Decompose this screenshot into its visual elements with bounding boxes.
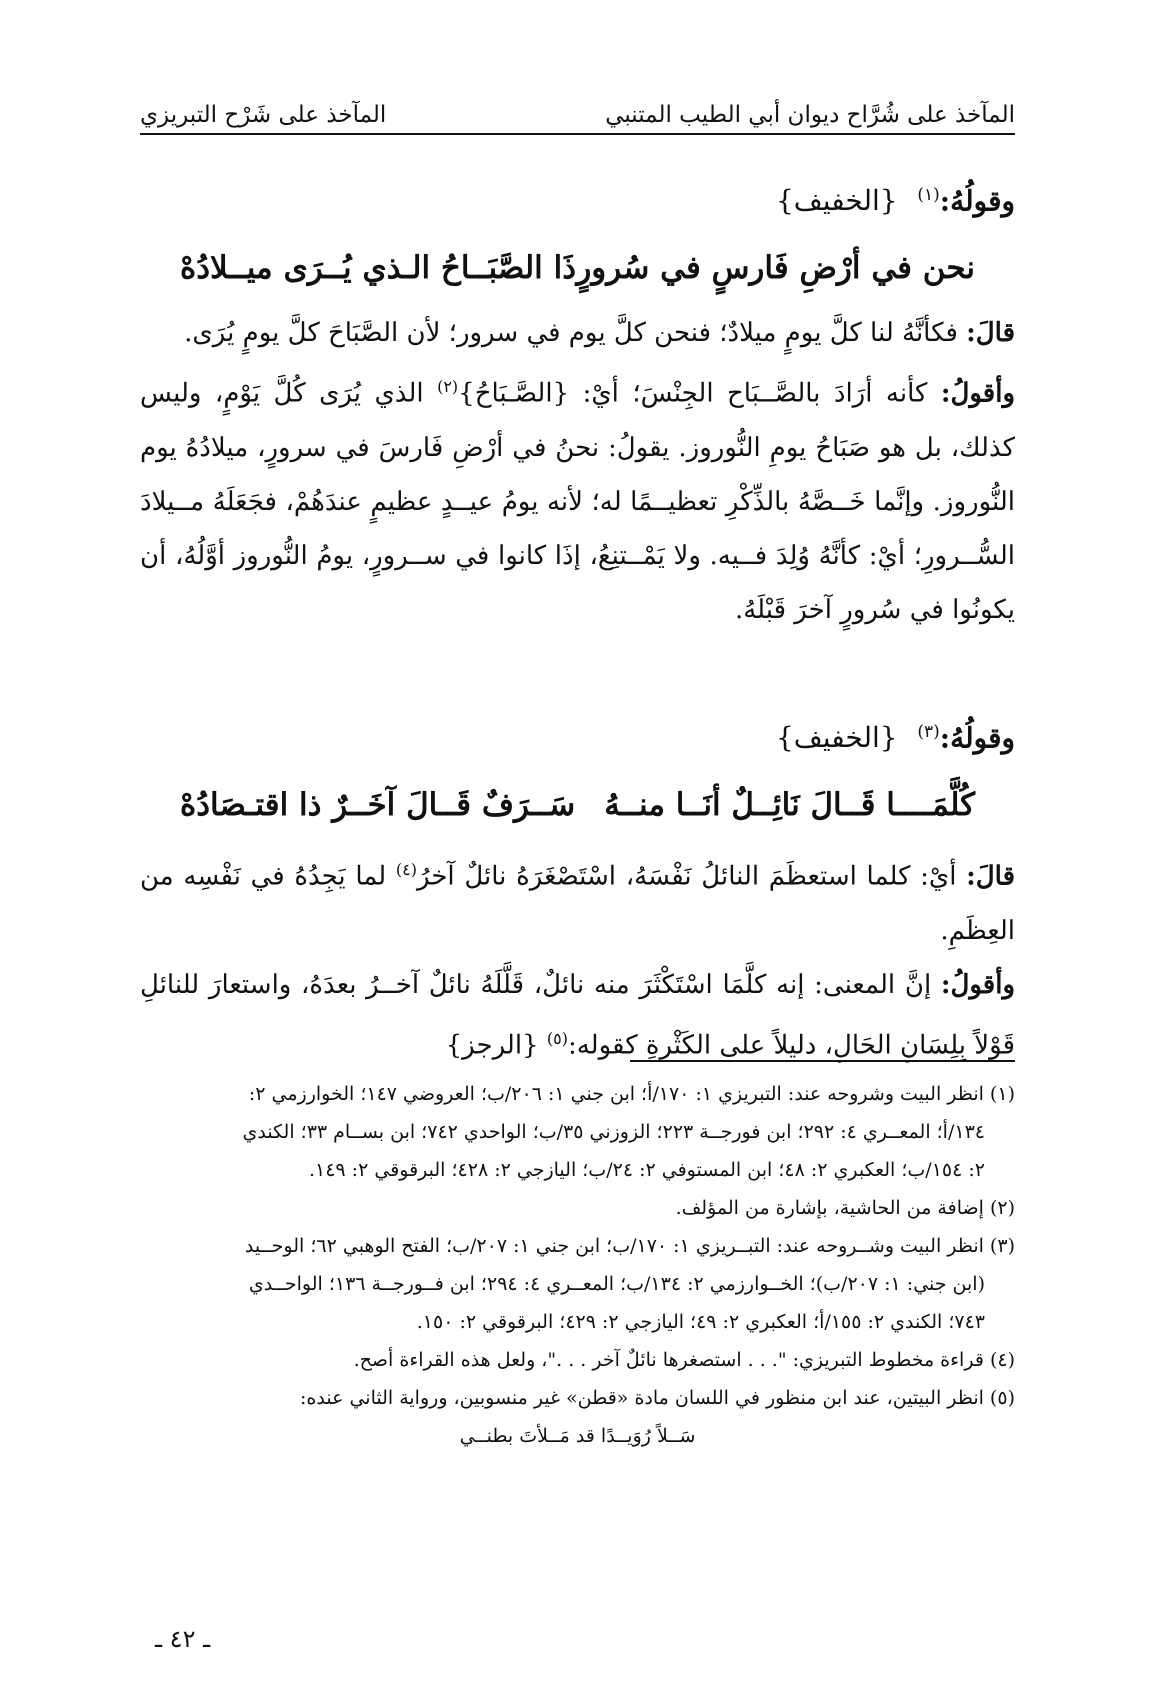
header-section-title: المآخذ على شَرْح التبريزي — [140, 102, 387, 128]
footnote-3 — [140, 1227, 1015, 1341]
footnote-ref: (٥) — [546, 1028, 568, 1048]
intro-label: وقولُهُ: — [939, 721, 1015, 755]
running-header — [140, 88, 1015, 128]
page-number: ـ ٤٢ ـ — [155, 1625, 211, 1653]
qala-paragraph — [140, 843, 1015, 958]
footnote-line: (٤) قراءة مخطوط التبريزي: ". . . استصغرها نائلٌ آخر . . ."، ولعل هذه القراءة أصح. — [353, 1349, 1015, 1371]
footnote-line: (ابن جني: ١: ٢٠٧/ب)؛ الخــوارزمي ٢: ١٣٤/ب؛ المعــري ٤: ٢٩٤؛ ابن فــورجــة ١٣٦؛ الواحــدي — [248, 1273, 985, 1295]
footnote-line: (٣) انظر البيت وشــروحه عند: التبــريزي ١: ١٧٠/ب؛ ابن جني ١: ٢٠٧/ب؛ الفتح الوهبي ٦٢؛ الوحــيد — [244, 1235, 1015, 1257]
qala-label: قالَ: — [966, 318, 1015, 349]
footnote-ref: (٣) — [917, 721, 940, 742]
hemistich-second: ذَا الصَّبَــاحُ الـذي يُــرَى ميــلادُهْ — [180, 250, 577, 287]
footnote-ref: (٤) — [395, 860, 418, 880]
footnote-line: (١) انظر البيت وشروحه عند: التبريزي ١: ١٧٠/أ؛ ابن جني ١: ٢٠٦/ب؛ العروضي ١٤٧؛ الخوارزمي ٢: — [248, 1083, 1015, 1105]
qala-text: فكأنَّهُ لنا كلَّ يومٍ ميلادٌ؛ فنحن كلَّ يوم في سرور؛ لأن الصَّبَاحَ كلَّ يومٍ يُرَى. — [184, 318, 958, 349]
footnote-line: ٢: ١٥٤/ب؛ العكبري ٢: ٤٨؛ ابن المستوفي ٢: ٢٤/ب؛ اليازجي ٢: ٤٢٨؛ البرقوقي ٢: ١٤٩. — [308, 1159, 985, 1181]
aqulu-label: وأقولُ: — [940, 378, 1016, 409]
footnote-line: (٢) إضافة من الحاشية، بإشارة من المؤلف. — [675, 1197, 1015, 1219]
main-text — [140, 170, 1015, 1073]
qala-text-continued: لما يَجِدُهُ في نَفْسِه من العِظَمِ. — [140, 861, 1015, 946]
hemistich-first: نحن في أرْضِ فَارسٍ في سُرورٍ — [576, 250, 975, 287]
aqulu-paragraph — [140, 958, 1015, 1073]
footnote-line: ٧٤٣؛ الكندي ٢: ١٥٥/أ؛ العكبري ٢: ٤٩؛ اليازجي ٢: ٤٢٩؛ البرقوقي ٢: ١٥٠. — [416, 1311, 985, 1333]
hemistich-first: كُلَّمَــــا قَــالَ نَائِــلٌ أنَــا منــهُ — [604, 787, 975, 824]
footnote-verse: سَــلاً رُوَيــدًا قد مَــلأتَ بطنــي — [459, 1425, 696, 1447]
footnotes — [140, 1075, 1015, 1455]
poem-verse — [180, 238, 975, 298]
footnote-ref: (١) — [917, 185, 940, 205]
aqulu-paragraph — [140, 360, 1015, 637]
poem-verse — [180, 775, 975, 835]
qala-label: قالَ: — [966, 861, 1016, 892]
hemistich-second: سَــرَفٌ قَــالَ آخَــرٌ ذا اقتـصَادُهْ — [180, 787, 576, 824]
aqulu-text: إنَّ المعنى: إنه كلَّمَا اسْتَكْثَرَ منه نائلٌ، قَلَّلَهُ نائلٌ آخــرُ بعدَهُ، واستعارَ للنائلِ قَوْلاً بِلِسَانِ الحَالِ، دليلاً على الكَثْرةِ كقوله: — [140, 969, 1015, 1061]
aqulu-text: كأنه أرَادَ بالصَّــبَاح الجِنْسَ؛ أيْ: {الصَّـبَاحُ} — [458, 378, 928, 409]
verse-intro — [140, 170, 1015, 226]
verse-intro — [140, 707, 1015, 763]
aqulu-label: وأقولُ: — [940, 969, 1016, 1000]
meter-label: {الخفيف} — [775, 184, 898, 218]
footnote-2 — [140, 1189, 1015, 1227]
footnote-4 — [140, 1341, 1015, 1379]
intro-label: وقولُهُ: — [939, 184, 1015, 218]
footnote-rule — [630, 1060, 1015, 1062]
footnote-line: ١٣٤/أ؛ المعــري ٤: ٢٩٢؛ ابن فورجــة ٢٢٣؛ الزوزني ٣٥/ب؛ الواحدي ٧٤٢؛ ابن بســام ٣٣؛ الكندي — [242, 1121, 985, 1143]
qala-text: أيْ: كلما استعظَمَ النائلُ نَفْسَهُ، اسْتَصْغَرَهُ نائلٌ آخرُ — [417, 861, 957, 892]
qala-paragraph — [140, 306, 1015, 360]
header-rule — [140, 133, 1015, 135]
aqulu-meter: {الرجز} — [445, 1030, 539, 1061]
footnote-line: (٥) انظر البيتين، عند ابن منظور في اللسان مادة «قطن» غير منسوبين، ورواية الثاني عنده: — [300, 1387, 1015, 1409]
aqulu-text-continued: الذي يُرَى كُلَّ يَوْمٍ، وليس كذلك، بل هو صَبَاحُ يومِ النُّوروز. يقولُ: نحنُ في أرْضِ فَارسَ في سرورٍ، ميلادُهُ يوم النُّوروز. وإنَّما خَــصَّهُ بالذِّكْرِ تعظيــمًا له؛ لأنه يومُ عيــدٍ عظيمٍ عندَهُمْ، فجَعَلَهُ مــيلادَ السُّــرورِ؛ أيْ: كأنَّهُ وُلِدَ فــيه. ولا يَمْــتنِعُ، إذَا كانوا في ســرورٍ، يومُ النُّوروز أوَّلُهُ، أن يكونُوا في سُرورٍ آخرَ قَبْلَهُ. — [140, 378, 1015, 625]
commentary-block-1 — [140, 170, 1015, 637]
commentary-block-2 — [140, 707, 1015, 1073]
footnote-1 — [140, 1075, 1015, 1189]
meter-label: {الخفيف} — [775, 721, 898, 755]
footnote-ref: (٢) — [437, 377, 459, 397]
footnote-5 — [140, 1379, 1015, 1455]
header-book-title: المآخذ على شُرَّاح ديوان أبي الطيب المتنبي — [605, 102, 1015, 128]
